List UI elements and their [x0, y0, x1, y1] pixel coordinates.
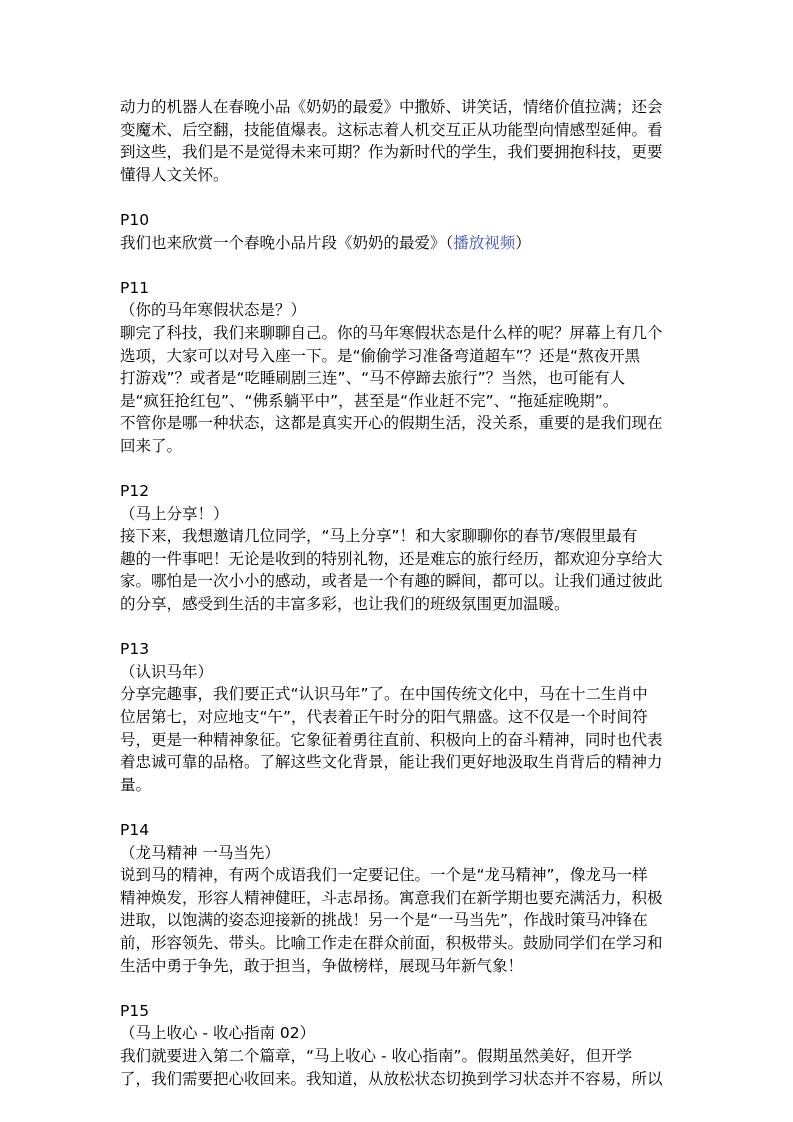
page-marker: P10 [120, 210, 150, 229]
text-line: 变魔术、后空翻，技能值爆表。这标志着人机交互正从功能型向情感型延伸。看 [120, 120, 663, 139]
text-line: 量。 [120, 775, 152, 794]
text-line: 家。哪怕是一次小小的感动，或者是一个有趣的瞬间，都可以。让我们通过彼此 [120, 572, 663, 591]
page-marker: P11 [120, 278, 150, 297]
section-p11 [120, 277, 682, 458]
paragraph-gap [120, 186, 682, 209]
section-p15 [120, 1000, 682, 1090]
text-line: 分享完趣事，我们要正式“认识马年”了。在中国传统文化中，马在十二生肖中 [120, 685, 648, 704]
play-video-link[interactable]: 播放视频 [453, 233, 516, 252]
page-marker: P12 [120, 482, 150, 501]
text-line: 打游戏”？或者是“吃睡刷剧三连”、“马不停蹄去旅行”？当然，也可能有人 [120, 369, 626, 388]
section-heading: （龙马精神 一马当先） [120, 843, 280, 862]
text-line: 精神焕发，形容人精神健旺，斗志昂扬。寓意我们在新学期也要充满活力，积极 [120, 888, 663, 907]
text-line: 进取，以饱满的姿态迎接新的挑战！另一个是“一马当先”，作战时策马冲锋在 [120, 911, 648, 930]
section-p10 [120, 209, 682, 254]
text-line: 我们就要进入第二个篇章，“马上收心 - 收心指南”。假期虽然美好，但开学 [120, 1046, 633, 1065]
paragraph-gap [120, 796, 682, 819]
document-body [120, 96, 682, 1090]
text-line: 到这些，我们是不是觉得未来可期？作为新时代的学生，我们要拥抱科技，更要 [120, 143, 663, 162]
text-line: 号，更是一种精神象征。它象征着勇往直前、积极向上的奋斗精神，同时也代表 [120, 730, 663, 749]
text-line: 趣的一件事吧！无论是收到的特别礼物，还是难忘的旅行经历，都欢迎分享给大 [120, 549, 663, 568]
page-marker: P15 [120, 1001, 150, 1020]
text-line: 不管你是哪一种状态，这都是真实开心的假期生活，没关系，重要的是我们现在 [120, 414, 663, 433]
text-line [120, 232, 682, 255]
text-line: 着忠诚可靠的品格。了解这些文化背景，能让我们更好地汲取生肖背后的精神力 [120, 753, 663, 772]
text-line: 的分享，感受到生活的丰富多彩，也让我们的班级氛围更加温暖。 [120, 595, 570, 614]
text-line: 选项，大家可以对号入座一下。是“偷偷学习准备弯道超车”？还是“熬夜开黑 [120, 346, 641, 365]
section-heading: （马上收心 - 收心指南 02） [120, 1024, 316, 1043]
text-line: 位居第七，对应地支“午”，代表着正午时分的阳气鼎盛。这不仅是一个时间符 [120, 708, 648, 727]
text-line: 回来了。 [120, 436, 183, 455]
text-line: 说到马的精神，有两个成语我们一定要记住。一个是“龙马精神”，像龙马一样 [120, 866, 648, 885]
text-line: 是“疯狂抢红包”、“佛系躺平中”，甚至是“作业赶不完”、“拖延症晚期”。 [120, 391, 619, 410]
text-line: 接下来，我想邀请几位同学，“马上分享”！和大家聊聊你的春节/寒假里最有 [120, 527, 638, 546]
paragraph-gap [120, 616, 682, 639]
section-p13 [120, 638, 682, 796]
section-heading: （你的马年寒假状态是？） [120, 301, 307, 320]
section-heading: （马上分享！） [120, 504, 229, 523]
page-marker: P14 [120, 821, 150, 839]
text-line: 动力的机器人在春晚小品《奶奶的最爱》中撒娇、讲笑话，情绪价值拉满；还会 [120, 98, 663, 116]
page-marker: P13 [120, 640, 150, 659]
paragraph-gap [120, 254, 682, 277]
paragraph-gap [120, 458, 682, 481]
text-segment: ） [515, 233, 531, 252]
text-line: 前，形容领先、带头。比喻工作走在群众前面，积极带头。鼓励同学们在学习和 [120, 933, 663, 952]
section-heading: （认识马年） [120, 662, 214, 681]
intro-paragraph [120, 96, 682, 186]
text-line: 生活中勇于争先，敢于担当，争做榜样，展现马年新气象！ [120, 956, 524, 975]
section-p12 [120, 480, 682, 616]
paragraph-gap [120, 977, 682, 1000]
text-line: 了，我们需要把心收回来。我知道，从放松状态切换到学习状态并不容易，所以 [120, 1069, 663, 1088]
text-segment: 我们也来欣赏一个春晚小品片段《奶奶的最爱》（ [120, 233, 454, 252]
text-line: 聊完了科技，我们来聊聊自己。你的马年寒假状态是什么样的呢？屏幕上有几个 [120, 323, 663, 342]
text-line: 懂得人文关怀。 [120, 165, 229, 184]
section-p14 [120, 819, 682, 977]
